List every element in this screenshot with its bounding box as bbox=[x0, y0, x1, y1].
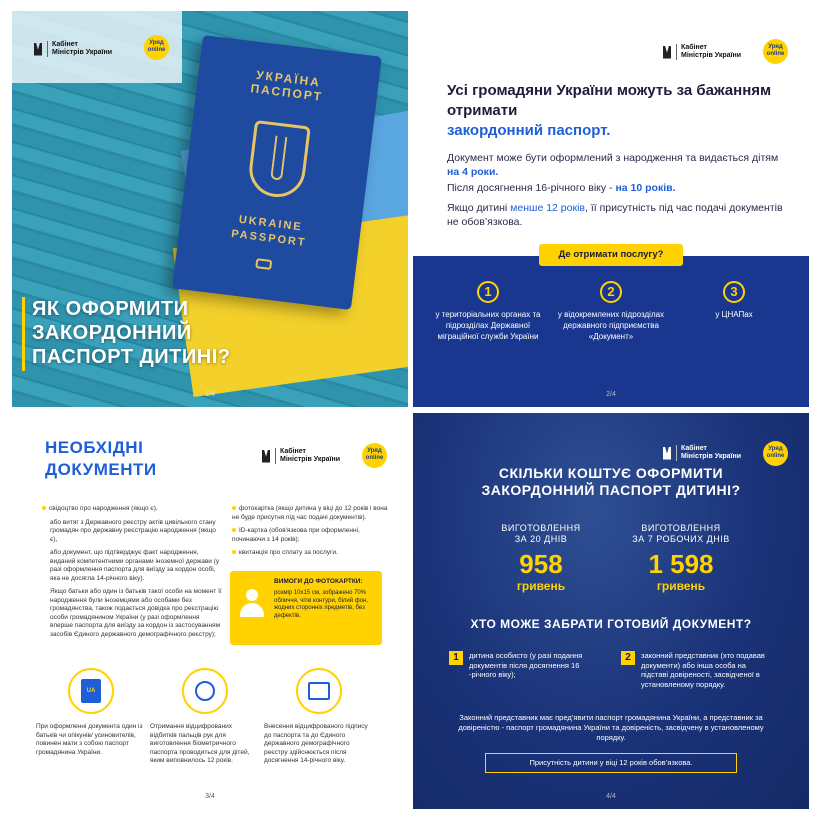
price-label: ВИГОТОВЛЕННЯ ЗА 20 ДНІВ bbox=[501, 523, 581, 544]
cabinet-logo: Кабінет Міністрів України bbox=[663, 44, 741, 60]
list-item: ID-картка (обов'язкова при оформленні, починаючи з 14 років); bbox=[232, 527, 360, 543]
caption-parent-passport: При оформленні документа один із батьків чи опікунів/ усиновителів, повинен мати з собою паспорт громадянина України. bbox=[36, 723, 143, 756]
price-label: ВИГОТОВЛЕННЯ ЗА 7 РОБОЧИХ ДНІВ bbox=[632, 523, 730, 544]
list-item: або витяг з Державного реєстру актів цивільного стану громадян про державну реєстрацію народження (якщо є), bbox=[50, 518, 216, 543]
representative-note: Законний представник має пред’явити паспорт громадянина України, а представник за довіреністю - паспорт громадянина України та довіреність, засвідчену в установленому порядку. bbox=[458, 713, 764, 742]
step-2 bbox=[556, 281, 666, 342]
logo-line-2: Міністрів України bbox=[52, 49, 112, 56]
passport-top-text: УКРАЇНА ПАСПОРТ bbox=[249, 67, 324, 104]
documents-column-1 bbox=[42, 505, 222, 644]
step-label: у ЦНАПах bbox=[715, 310, 753, 319]
caption-signature: Внесення відцифрованого підпису до паспорта та до Єдиного державного демографічного реєстру здійснюється після досягнення 14-річного віку. bbox=[264, 723, 368, 764]
price-currency: гривень bbox=[656, 579, 706, 593]
where-question-label: Де отримати послугу? bbox=[539, 244, 683, 266]
list-item: Якщо батьки або один із батьків такої особи на момент її народження були іноземцями або особами без громадянства, також подається довідка про реєстрацію особи громадянином України (у разі оформлення вперше паспорта для виїзду за кордон із застосуванням засобів Єдиного державного демографічного реєстру); bbox=[50, 588, 222, 638]
slide-4-title: СКІЛЬКИ КОШТУЄ ОФОРМИТИ ЗАКОРДОННИЙ ПАСПОРТ ДИТИНІ? bbox=[481, 465, 741, 498]
page-number: 3/4 bbox=[205, 793, 215, 800]
uryad-online-badge: Уряд online bbox=[362, 443, 387, 468]
step-number: 2 bbox=[600, 281, 622, 303]
slide-3-title: НЕОБХІДНІ ДОКУМЕНТИ bbox=[45, 438, 157, 479]
photo-requirements-title: ВИМОГИ ДО ФОТОКАРТКИ: bbox=[274, 578, 363, 585]
page-number: 2/4 bbox=[606, 391, 616, 398]
list-item: або документ, що підтверджує факт народження, виданий компетентними органами іноземної держави (у разі оформлення паспорта для виїзду за кордон особі, яка не досягла 14-річного віку). bbox=[50, 549, 220, 582]
list-item: квитанція про сплату за послуги. bbox=[232, 549, 392, 558]
trident-icon bbox=[663, 447, 671, 460]
uryad-online-badge: Уряд online bbox=[144, 35, 169, 60]
trident-icon bbox=[262, 450, 270, 463]
photo-requirements-text: розмір 10х15 см, зображено 70% обличчя, чіткі контури, білий фон, жодних сторонніх предметів, без дефектів. bbox=[274, 590, 369, 619]
uryad-online-badge: Уряд online bbox=[763, 441, 788, 466]
price-7-days bbox=[611, 523, 751, 593]
cabinet-logo: Кабінет Міністрів України bbox=[663, 445, 741, 461]
who-can-pickup-title: ХТО МОЖЕ ЗАБРАТИ ГОТОВИЙ ДОКУМЕНТ? bbox=[470, 617, 752, 631]
trident-icon bbox=[663, 46, 671, 59]
chip-icon bbox=[255, 258, 272, 270]
price-20-days bbox=[471, 523, 611, 593]
pickup-option-2: 2 законний представник (хто подавав документи) або інша особа на підставі довіреності, засвідченої в установленому порядку. bbox=[621, 651, 771, 689]
pickup-option-1: 1 дитина особисто (у разі подання документів після досягнення 16 -річного віку); bbox=[449, 651, 599, 680]
list-item: свідоцтво про народження (якщо є), bbox=[42, 505, 222, 514]
slide-1 bbox=[12, 11, 408, 407]
signature-icon bbox=[296, 668, 342, 714]
page-number: 1/4 bbox=[205, 391, 215, 398]
person-icon bbox=[239, 589, 265, 623]
step-label: у відокремлених підрозділах державного підприємства «Документ» bbox=[557, 310, 665, 341]
passport-card-icon: UA bbox=[68, 668, 114, 714]
page-number: 4/4 bbox=[606, 793, 616, 800]
step-1 bbox=[433, 281, 543, 342]
presence-required-box: Присутність дитини у віці 12 років обов’язкова. bbox=[485, 753, 737, 773]
slide-2 bbox=[413, 11, 809, 407]
fingerprint-icon bbox=[182, 668, 228, 714]
uryad-online-badge: Уряд online bbox=[763, 39, 788, 64]
caption-fingerprints: Отримання відцифрованих відбитків пальців рук для виготовлення біометричного паспорта проводиться для дітей, яким виповнилось 12 років. bbox=[150, 723, 250, 764]
cabinet-logo: Кабінет Міністрів України bbox=[262, 448, 340, 464]
step-number: 1 bbox=[477, 281, 499, 303]
step-number: 3 bbox=[723, 281, 745, 303]
paragraph-under-12: Якщо дитині менше 12 років, її присутність під час подачі документів не обов’язкова. bbox=[447, 202, 783, 228]
slide-4 bbox=[413, 413, 809, 809]
slide-2-heading: Усі громадяни України можуть за бажанням отримати закордонний паспорт. bbox=[447, 82, 772, 139]
cabinet-logo bbox=[34, 41, 112, 57]
slide-3 bbox=[12, 413, 408, 809]
documents-column-2 bbox=[232, 505, 392, 563]
price-currency: гривень bbox=[516, 579, 566, 593]
logo-line-1: Кабінет bbox=[52, 41, 78, 48]
passport-bottom-text: UKRAINE PASSPORT bbox=[230, 213, 308, 250]
trident-icon bbox=[34, 43, 42, 56]
step-label: у територіальних органах та підрозділах Державної міграційної служби України bbox=[435, 310, 541, 341]
title-accent-line bbox=[22, 297, 25, 371]
price-value: 958 bbox=[519, 549, 563, 579]
paragraph-age-4: Документ може бути оформлений з народження та видається дітям на 4 роки. bbox=[447, 152, 779, 178]
photo-requirements-box bbox=[230, 571, 382, 645]
list-item: фотокартка (якщо дитина у віці до 12 років і вона не буде присутня під час подачі документів). bbox=[232, 505, 388, 521]
paragraph-age-16: Після досягнення 16-річного віку - на 10 років. bbox=[447, 182, 676, 194]
slide-1-title: ЯК ОФОРМИТИ ЗАКОРДОННИЙ ПАСПОРТ ДИТИНІ? bbox=[32, 298, 231, 368]
step-3 bbox=[679, 281, 789, 320]
passport-image bbox=[172, 35, 382, 310]
price-value: 1 598 bbox=[648, 549, 714, 579]
trident-emblem-icon bbox=[246, 120, 311, 200]
